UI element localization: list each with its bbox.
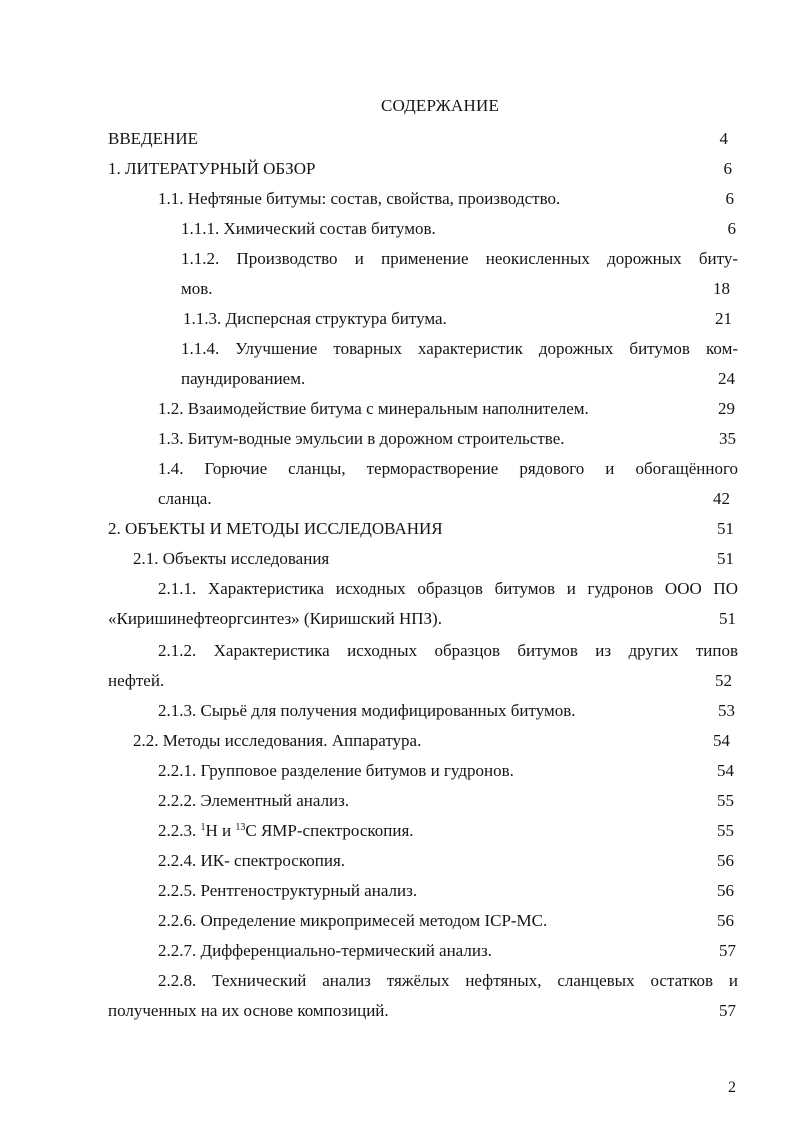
toc-entry-text: 2.2.8. Технический анализ тяжёлых нефтяных, сланцевых остатков и [158, 971, 738, 990]
toc-entry-text-continued: сланца. [158, 489, 212, 508]
toc-entry-text: 1.2. Взаимодействие битума с минеральным наполнителем. [158, 399, 589, 418]
toc-entry-page: 6 [723, 159, 732, 178]
toc-entry-page: 6 [727, 219, 736, 238]
toc-entry-mid: Н и [205, 821, 236, 840]
toc-entry-text: 2.2.6. Определение микропримесей методом ICP-MC. [158, 911, 548, 930]
toc-entry-text-continued: полученных на их основе композиций. [108, 1001, 389, 1020]
toc-entry-text: 2.1.2. Характеристика исходных образцов битумов из других типов [158, 641, 738, 660]
toc-entry-page: 4 [719, 129, 728, 148]
toc-entry-page: 55 [717, 821, 734, 840]
toc-entry-page: 51 [717, 519, 734, 538]
toc-entry-text: 1.3. Битум-водные эмульсии в дорожном строительстве. [158, 429, 565, 448]
toc-entry-page: 52 [715, 671, 732, 690]
page-number: 2 [728, 1079, 736, 1096]
toc-entry-page: 57 [719, 941, 736, 960]
toc-entry-page: 53 [718, 701, 735, 720]
toc-entry-page: 54 [713, 731, 730, 750]
isotope-superscript-c: 13 [235, 822, 246, 833]
toc-entry-page: 35 [719, 429, 736, 448]
toc-entry-page: 24 [718, 369, 735, 388]
toc-entry-text: 2.1. Объекты исследования [133, 549, 330, 568]
toc-entry-page: 56 [717, 881, 734, 900]
toc-entry-page: 6 [725, 189, 734, 208]
toc-entry-text-continued: нефтей. [108, 671, 165, 690]
toc-entry-text: 2.1.3. Сырьё для получения модифицированных битумов. [158, 701, 576, 720]
toc-entry-number: 2.2.3. [158, 821, 201, 840]
toc-entry-text-continued: паундированием. [181, 369, 306, 388]
toc-entry-page: 29 [718, 399, 735, 418]
toc-entry-text: ВВЕДЕНИЕ [108, 129, 198, 148]
toc-entry-page: 42 [713, 489, 730, 508]
toc-entry-text: 1.4. Горючие сланцы, терморастворение рядового и обогащённого [158, 459, 738, 478]
toc-entry-text: 1.1.4. Улучшение товарных характеристик дорожных битумов ком- [181, 339, 738, 358]
toc-entry-page: 21 [715, 309, 732, 328]
toc-entry-page: 56 [717, 851, 734, 870]
toc-entry-page: 54 [717, 761, 734, 780]
toc-entry-text: 1.1.3. Дисперсная структура битума. [183, 309, 447, 328]
toc-entry-rest: С ЯМР-спектроскопия. [245, 821, 414, 840]
toc-entry-page: 18 [713, 279, 730, 298]
toc-entry-text: 2. ОБЪЕКТЫ И МЕТОДЫ ИССЛЕДОВАНИЯ [108, 519, 443, 538]
toc-entry-page: 55 [717, 791, 734, 810]
toc-entry-text: 1. ЛИТЕРАТУРНЫЙ ОБЗОР [108, 159, 316, 178]
toc-entry-text-continued: «Киришинефтеоргсинтез» (Киришский НПЗ). [108, 609, 442, 628]
isotope-superscript-h: 1 [200, 822, 206, 833]
toc-entry-text [158, 820, 414, 842]
toc-entry-text: 2.1.1. Характеристика исходных образцов битумов и гудронов ООО ПО [158, 579, 738, 598]
toc-entry-text-continued: мов. [181, 279, 213, 298]
toc-entry-text: 2.2.1. Групповое разделение битумов и гудронов. [158, 761, 514, 780]
toc-entry-text: 2.2.2. Элементный анализ. [158, 791, 350, 810]
toc-entry-page: 51 [719, 609, 736, 628]
toc-entry-text: 1.1.2. Производство и применение неокисленных дорожных биту- [181, 249, 738, 268]
toc-entry-text: 2.2.5. Рентгеноструктурный анализ. [158, 881, 418, 900]
toc-entry-page: 57 [719, 1001, 736, 1020]
page-title: СОДЕРЖАНИЕ [380, 96, 500, 115]
toc-entry-page: 51 [717, 549, 734, 568]
toc-entry-text: 1.1. Нефтяные битумы: состав, свойства, производство. [158, 189, 561, 208]
toc-entry-text: 1.1.1. Химический состав битумов. [181, 219, 436, 238]
toc-entry-text: 2.2.4. ИК- спектроскопия. [158, 851, 346, 870]
toc-entry-text: 2.2.7. Дифференциально-термический анализ. [158, 941, 492, 960]
toc-entry-text: 2.2. Методы исследования. Аппаратура. [133, 731, 422, 750]
toc-entry-page: 56 [717, 911, 734, 930]
